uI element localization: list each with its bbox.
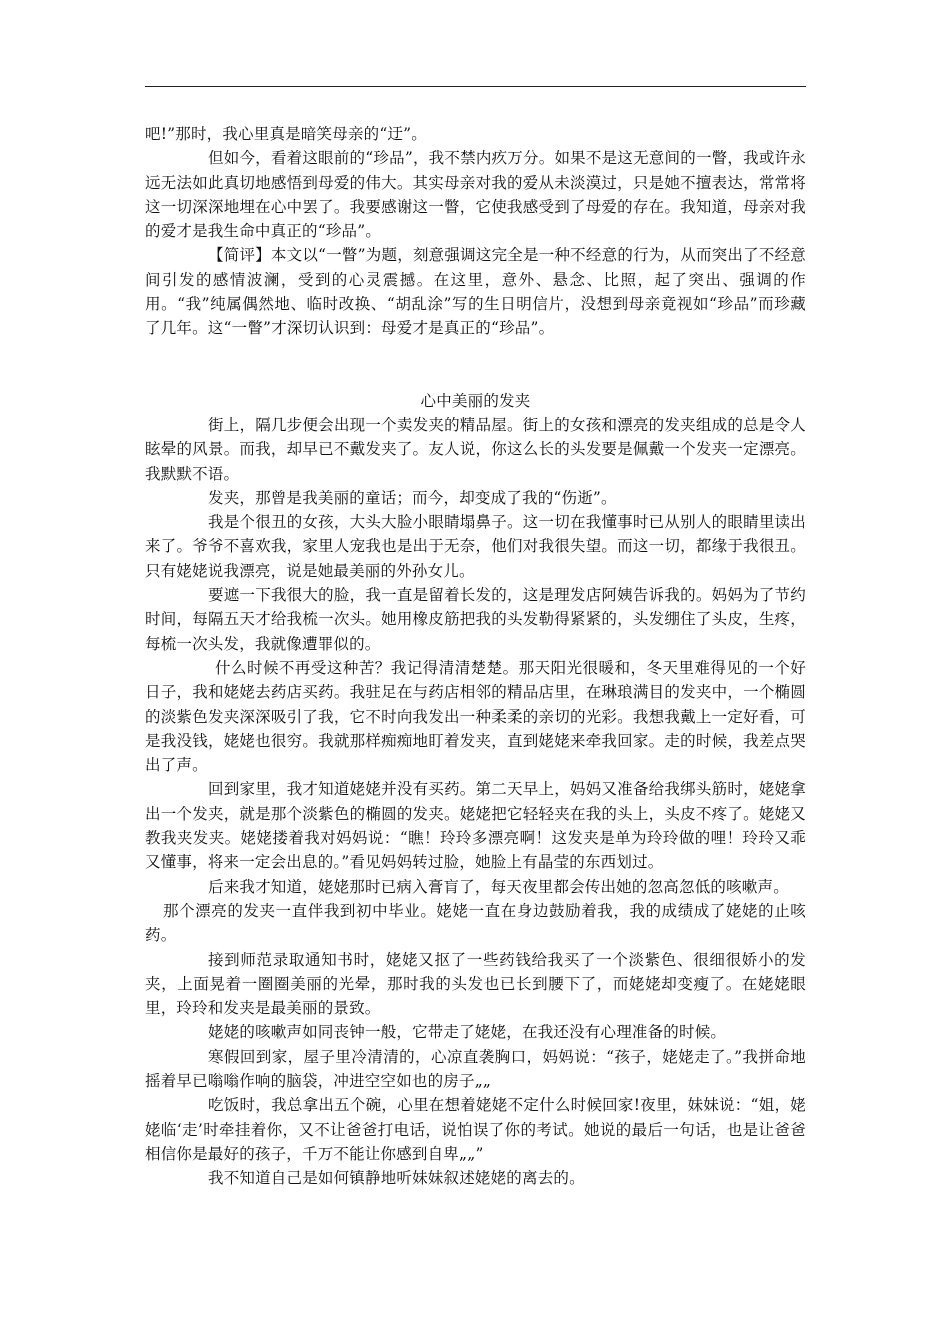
previous-article-paragraph: 但如今，看着这眼前的“珍品”，我不禁内疚万分。如果不是这无意间的一瞥，我或许永远无法如此真切地感悟到母爱的伟大。其实母亲对我的爱从未淡漠过，只是她不擅表达，常常将这一切深深地埋在心中罢了。我要感谢这一瞥，它使我感受到了母爱的存在。我知道，母亲对我的爱才是我生命中真正的“珍品”。	[145, 149, 806, 241]
article-paragraph: 发夹，那曾是我美丽的童话；而今，却变成了我的“伤逝”。	[208, 488, 617, 507]
article-paragraph: 什么时候不再受这种苦？我记得清清楚楚。那天阳光很暖和，冬天里难得见的一个好日子，我和姥姥去药店买药。我驻足在与药店相邻的精品店里，在琳琅满目的发夹中，一个椭圆的淡紫色发夹深深吸引了我，它不时向我发出一种柔柔的亲切的光彩。我想我戴上一定好看，可是我没钱，姥姥也很穷。我就那样痴痴地盯着发夹，直到姥姥来牵我回家。走的时候，我差点哭出了声。	[145, 658, 806, 775]
header-rule	[145, 86, 806, 87]
article-paragraph: 姥姥的咳嗽声如同丧钟一般，它带走了姥姥，在我还没有心理准备的时候。	[208, 1023, 727, 1042]
article-paragraph: 后来我才知道，姥姥那时已病入膏肓了，每天夜里都会传出她的忽高忽低的咳嗽声。	[208, 877, 789, 896]
article-title: 心中美丽的发夹	[420, 391, 531, 410]
article-paragraph: 吃饭时，我总拿出五个碗，心里在想着姥姥不定什么时候回家!夜里，妹妹说：“姐，姥姥临‘走’时牵挂着你，又不让爸爸打电话，说怕误了你的考试。她说的最后一句话，也是让爸爸相信你是最好的孩子，千万不能让你感到自卑„„”	[145, 1096, 806, 1163]
document-body	[145, 122, 806, 1190]
article-paragraph: 回到家里，我才知道姥姥并没有买药。第二天早上，妈妈又准备给我绑头筋时，姥姥拿出一个发夹，就是那个淡紫色的椭圆的发夹。姥姥把它轻轻夹在我的头上，头皮不疼了。姥姥又教我夹发夹。姥姥搂着我对妈妈说：“瞧！玲玲多漂亮啊！这发夹是单为玲玲做的哩！玲玲又乖又懂事，将来一定会出息的。”看见妈妈转过脸，她脸上有晶莹的东西划过。	[145, 780, 806, 872]
previous-article-paragraph: 吧!”那时，我心里真是暗笑母亲的“迂”。	[145, 125, 428, 143]
article-paragraph: 我不知道自己是如何镇静地听妹妹叙述姥姥的离去的。	[208, 1169, 585, 1188]
article-paragraph: 寒假回到家，屋子里冷清清的，心凉直袭胸口，妈妈说：“孩子，姥姥走了。”我拼命地摇着早已嗡嗡作响的脑袋，冲进空空如也的房子„„	[145, 1047, 806, 1090]
article-paragraph: 接到师范录取通知书时，姥姥又抠了一些药钱给我买了一个淡紫色、很细很娇小的发夹，上面晃着一圈圈美丽的光晕，那时我的头发也已长到腰下了，而姥姥却变瘦了。在姥姥眼里，玲玲和发夹是最美丽的景致。	[145, 950, 806, 1018]
article-paragraph: 要遮一下我很大的脸，我一直是留着长发的，这是理发店阿姨告诉我的。妈妈为了节约时间，每隔五天才给我梳一次头。她用橡皮筋把我的头发勒得紧紧的，头发绷住了头皮，生疼，每梳一次头发，我就像遭罪似的。	[145, 586, 806, 653]
section-gap	[145, 341, 806, 389]
article-paragraph: 我是个很丑的女孩，大头大脸小眼睛塌鼻子。这一切在我懂事时已从别人的眼睛里读出来了。爷爷不喜欢我，家里人宠我也是出于无奈，他们对我很失望。而这一切，都缘于我很丑。只有姥姥说我漂亮，说是她最美丽的外孙女儿。	[145, 513, 806, 580]
article-paragraph: 那个漂亮的发夹一直伴我到初中毕业。姥姥一直在身边鼓励着我，我的成绩成了姥姥的止咳药。	[145, 901, 806, 945]
commentary-paragraph: 【简评】本文以“一瞥”为题，刻意强调这完全是一种不经意的行为，从而突出了不经意间引发的感情波澜，受到的心灵震撼。在这里，意外、悬念、比照，起了突出、强调的作用。“我”纯属偶然地、临时改换、“胡乱涂”写的生日明信片，没想到母亲竟视如“珍品”而珍藏了几年。这“一瞥”才深切认识到：母爱才是真正的“珍品”。	[145, 246, 806, 338]
article-paragraph: 街上，隔几步便会出现一个卖发夹的精品屋。街上的女孩和漂亮的发夹组成的总是令人眩晕的风景。而我，却早已不戴发夹了。友人说，你这么长的头发要是佩戴一个发夹一定漂亮。我默默不语。	[145, 415, 806, 483]
